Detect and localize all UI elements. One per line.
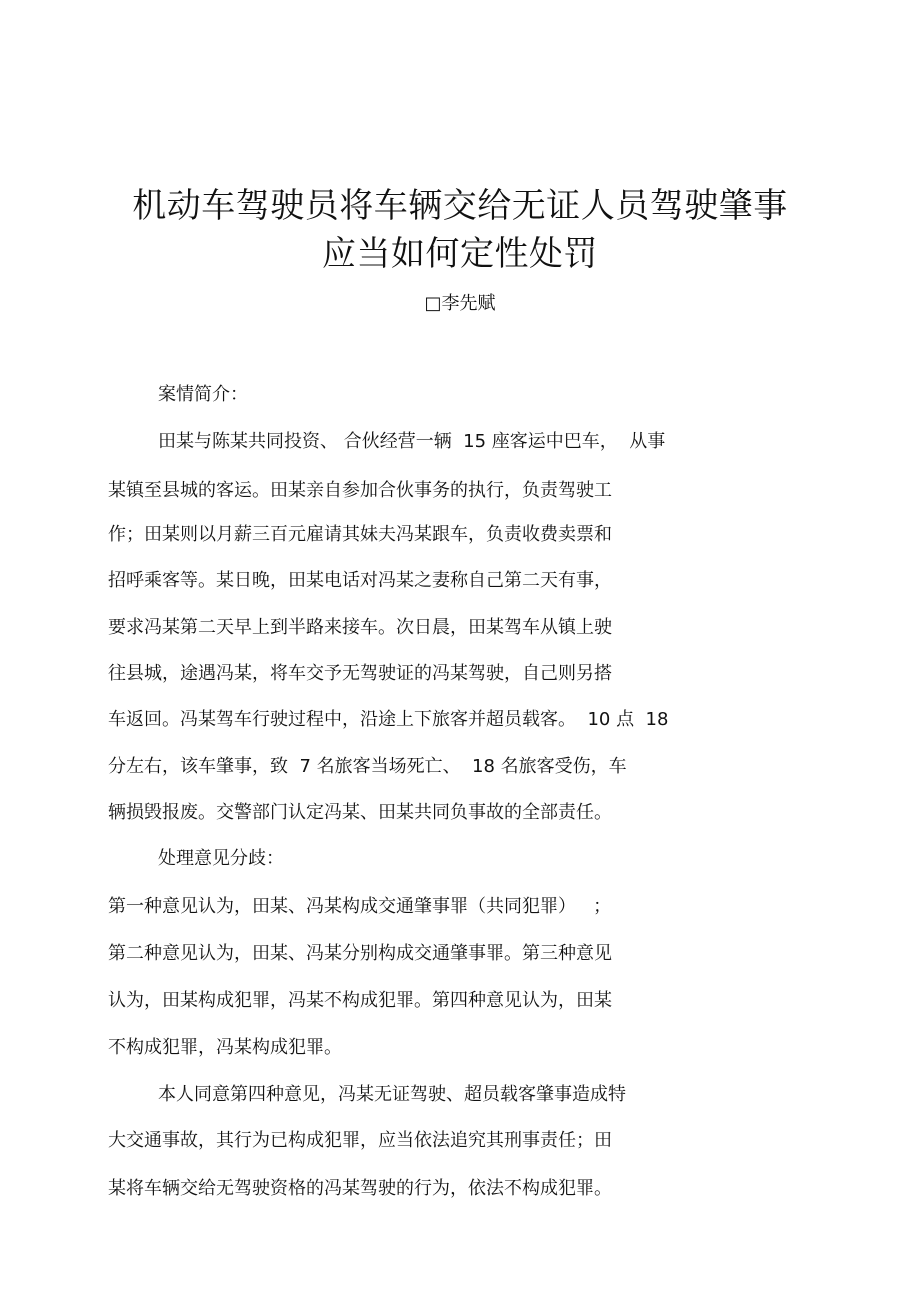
section-heading-disagreement: 处理意见分歧： <box>158 848 284 869</box>
title-line-2: 应当如何定性处罚 <box>322 234 598 274</box>
paragraph-line: 认为，田某构成犯罪，冯某不构成犯罪。第四种意见认为，田某 <box>108 990 612 1011</box>
section-heading-case-summary: 案情简介： <box>158 384 248 405</box>
paragraph-line: 要求冯某第二天早上到半路来接车。次日晨，田某驾车从镇上驶 <box>108 617 612 638</box>
title-line-1: 机动车驾驶员将车辆交给无证人员驾驶肇事 <box>132 186 788 226</box>
paragraph-line: 第二种意见认为，田某、冯某分别构成交通肇事罪。第三种意见 <box>108 943 612 964</box>
paragraph-line: 田某与陈某共同投资、 合伙经营一辆 15 座客运中巴车， 从事 <box>158 431 666 452</box>
paragraph-line: 辆损毁报废。交警部门认定冯某、田某共同负事故的全部责任。 <box>108 802 612 823</box>
author-name: □李先赋 <box>424 293 496 314</box>
paragraph-line: 某镇至县城的客运。田某亲自参加合伙事务的执行，负责驾驶工 <box>108 480 612 501</box>
paragraph-line: 第一种意见认为，田某、冯某构成交通肇事罪（共同犯罪） ； <box>108 896 612 917</box>
paragraph-line: 作；田某则以月薪三百元雇请其妹夫冯某跟车，负责收费卖票和 <box>108 524 612 545</box>
paragraph-line: 本人同意第四种意见，冯某无证驾驶、超员载客肇事造成特 <box>158 1084 626 1105</box>
paragraph-line: 往县城，途遇冯某，将车交予无驾驶证的冯某驾驶，自己则另搭 <box>108 663 612 684</box>
paragraph-line: 车返回。冯某驾车行驶过程中，沿途上下旅客并超员载客。 10 点 18 <box>108 709 669 730</box>
paragraph-line: 招呼乘客等。某日晚，田某电话对冯某之妻称自己第二天有事， <box>108 570 612 591</box>
paragraph-line: 大交通事故，其行为已构成犯罪，应当依法追究其刑事责任；田 <box>108 1130 612 1151</box>
paragraph-line: 不构成犯罪，冯某构成犯罪。 <box>108 1037 342 1058</box>
paragraph-line: 某将车辆交给无驾驶资格的冯某驾驶的行为，依法不构成犯罪。 <box>108 1178 612 1199</box>
paragraph-line: 分左右，该车肇事，致 7 名旅客当场死亡、 18 名旅客受伤，车 <box>108 756 627 777</box>
